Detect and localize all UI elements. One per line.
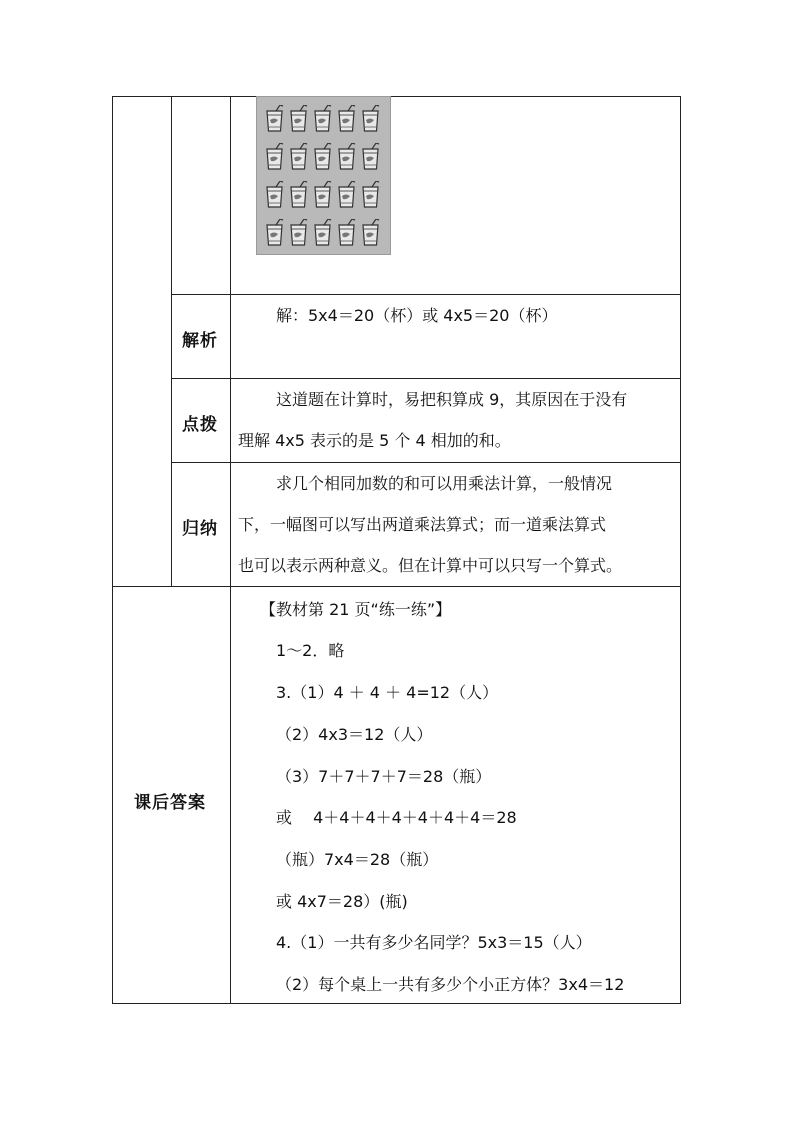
- summary-line-3: 也可以表示两种意义。但在计算中可以只写一个算式。: [238, 556, 623, 575]
- column-divider: [230, 96, 231, 1004]
- juice-cup-icon: [289, 143, 308, 170]
- summary-line-1: 求几个相同加数的和可以用乘法计算，一般情况: [276, 474, 613, 493]
- juice-cup-icon: [265, 219, 284, 246]
- juice-cup-icon: [289, 219, 308, 246]
- answer-line: 4.（1）一共有多少名同学？5x3＝15（人）: [276, 933, 592, 952]
- column-divider: [171, 96, 172, 587]
- table-top-border: [112, 96, 681, 97]
- juice-cup-icon: [289, 105, 308, 132]
- juice-cup-icon: [361, 181, 380, 208]
- row-divider: [112, 586, 681, 587]
- tip-label: 点拨: [182, 415, 218, 435]
- answer-line: 或 4＋4＋4＋4＋4＋4＋4＝28: [276, 808, 517, 827]
- juice-cup-icon: [361, 143, 380, 170]
- juice-cup-icon: [337, 219, 356, 246]
- juice-cup-icon: [289, 181, 308, 208]
- table-right-border: [680, 96, 681, 1004]
- tip-line-1: 这道题在计算时，易把积算成 9，其原因在于没有: [276, 390, 628, 409]
- answer-line: （2）4x3＝12（人）: [276, 725, 433, 744]
- juice-cup-icon: [313, 105, 332, 132]
- juice-cup-icon: [337, 143, 356, 170]
- answer-line: 3.（1）4 ＋ 4 ＋ 4=12（人）: [276, 683, 499, 702]
- juice-cup-icon: [337, 181, 356, 208]
- juice-cup-icon: [265, 181, 284, 208]
- analysis-text: 解：5x4＝20（杯）或 4x5＝20（杯）: [276, 306, 558, 325]
- table-bottom-border: [112, 1003, 681, 1004]
- juice-cup-icon: [313, 181, 332, 208]
- table-left-border: [112, 96, 113, 1004]
- summary-label: 归纳: [182, 519, 218, 539]
- analysis-label: 解析: [182, 331, 218, 351]
- answer-line: 或 4x7＝28）(瓶): [276, 892, 408, 911]
- juice-cup-icon: [361, 105, 380, 132]
- answer-line: （3）7＋7＋7＋7＝28（瓶）: [276, 767, 492, 786]
- answer-line: （2）每个桌上一共有多少个小正方体？3x4＝12: [276, 975, 625, 994]
- juice-cup-icon: [313, 219, 332, 246]
- juice-cup-icon: [337, 105, 356, 132]
- juice-cup-icon: [361, 219, 380, 246]
- row-divider: [171, 378, 681, 379]
- answers-label: 课后答案: [134, 793, 206, 813]
- juice-cups-illustration: [256, 96, 391, 255]
- answer-line: 1～2．略: [276, 641, 345, 660]
- answer-line: （瓶）7x4＝28（瓶）: [276, 850, 439, 869]
- summary-line-2: 下，一幅图可以写出两道乘法算式；而一道乘法算式: [238, 515, 607, 534]
- row-divider: [171, 462, 681, 463]
- row-divider: [171, 294, 681, 295]
- tip-line-2: 理解 4x5 表示的是 5 个 4 相加的和。: [238, 431, 511, 450]
- juice-cup-icon: [265, 105, 284, 132]
- answer-line: 【教材第 21 页“练一练”】: [260, 600, 452, 619]
- juice-cup-icon: [265, 143, 284, 170]
- juice-cup-icon: [313, 143, 332, 170]
